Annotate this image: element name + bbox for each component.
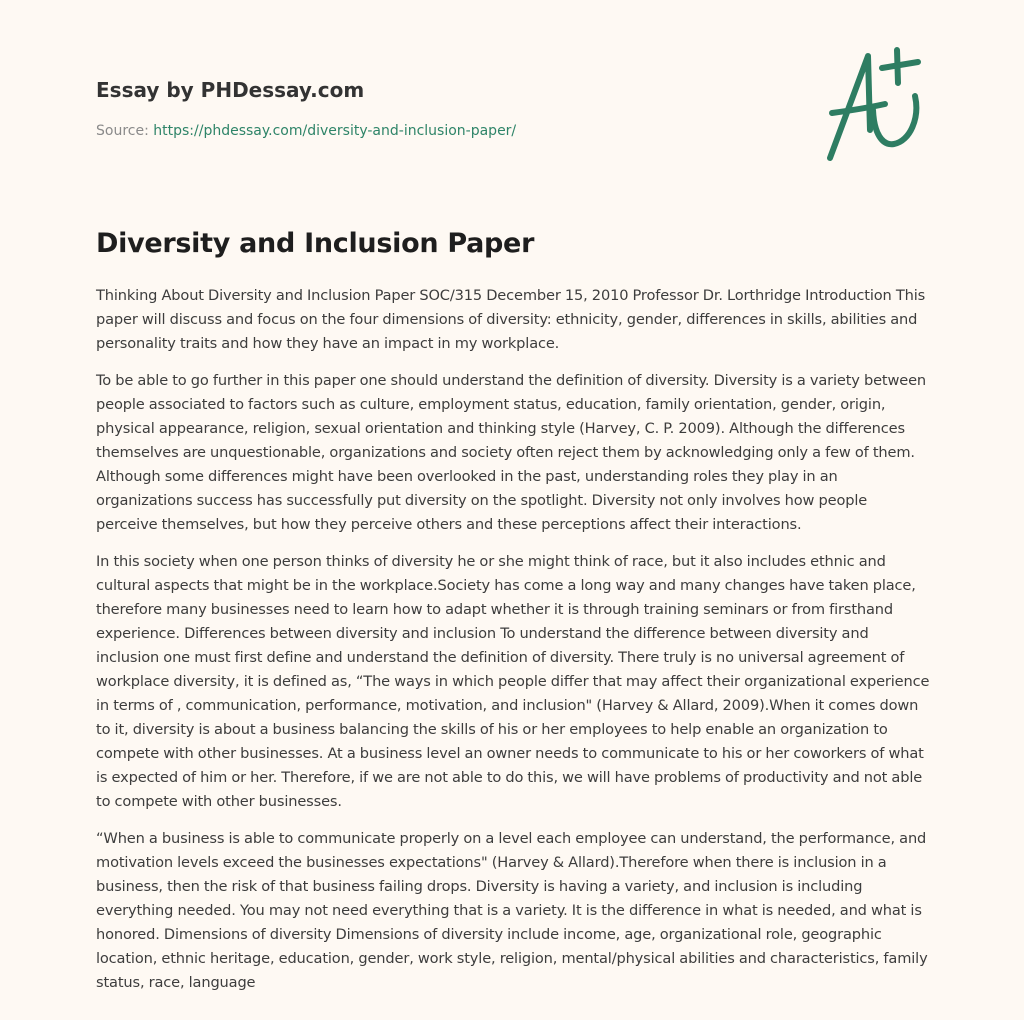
- site-title: Essay by PHDessay.com: [96, 78, 365, 102]
- page-header: [96, 76, 928, 186]
- essay-paragraph: In this society when one person thinks of diversity he or she might think of race, but it also includes ethnic and cultural aspects that might be in the workplace.Society has come a long way and many changes have taken place, therefore many businesses need to learn how to adapt whether it is through training seminars or from firsthand experience. Differences between diversity and inclusion To understand the difference between diversity and inclusion one must first define and understand the definition of diversity. There truly is no universal agreement of workplace diversity, it is defined as, “The ways in which people differ that may affect their organizational experience in terms of , communication, performance, motivation, and inclusion" (Harvey & Allard, 2009).When it comes down to it, diversity is about a business balancing the skills of his or her employees to help enable an organization to compete with other businesses. At a business level an owner needs to communicate to his or her coworkers of what is expected of him or her. Therefore, if we are not able to do this, we will have problems of productivity and not able to compete with other businesses.: [96, 553, 930, 810]
- essay-paragraph: “When a business is able to communicate properly on a level each employee can understand, the performance, and motivation levels exceed the businesses expectations" (Harvey & Allard).Therefore when there is inclusion in a business, then the risk of that business failing drops. Diversity is having a variety, and inclusion is including everything needed. You may not need everything that is a variety. It is the difference in what is needed, and what is honored. Dimensions of diversity Dimensions of diversity include income, age, organizational role, geographic location, ethnic heritage, education, gender, work style, religion, mental/physical abilities and characteristics, family status, race, language: [96, 830, 928, 991]
- source-link[interactable]: https://phdessay.com/diversity-and-inclusion-paper/: [153, 123, 517, 139]
- essay-paragraph: To be able to go further in this paper one should understand the definition of diversity. Diversity is a variety between people associated to factors such as culture, employment status, education, family orientation, gender, origin, physical appearance, religion, sexual orientation and thinking style (Harvey, C. P. 2009). Although the differences themselves are unquestionable, organizations and society often reject them by acknowledging only a few of them. Although some differences might have been overlooked in the past, understanding roles they play in an organizations success has successfully put diversity on the spotlight. Diversity not only involves how people perceive themselves, but how they perceive others and these perceptions affect their interactions.: [96, 372, 927, 533]
- source-label: Source:: [96, 123, 149, 139]
- essay-body: [96, 284, 932, 1008]
- essay-title: Diversity and Inclusion Paper: [96, 228, 535, 259]
- a-plus-grade-icon: [822, 38, 932, 168]
- essay-paragraph: Thinking About Diversity and Inclusion Paper SOC/315 December 15, 2010 Professor Dr. Lorthridge Introduction This paper will discuss and focus on the four dimensions of diversity: ethnicity, gender, differences in skills, abilities and personality traits and how they have an impact in my workplace.: [96, 287, 926, 352]
- source-line: [96, 121, 928, 141]
